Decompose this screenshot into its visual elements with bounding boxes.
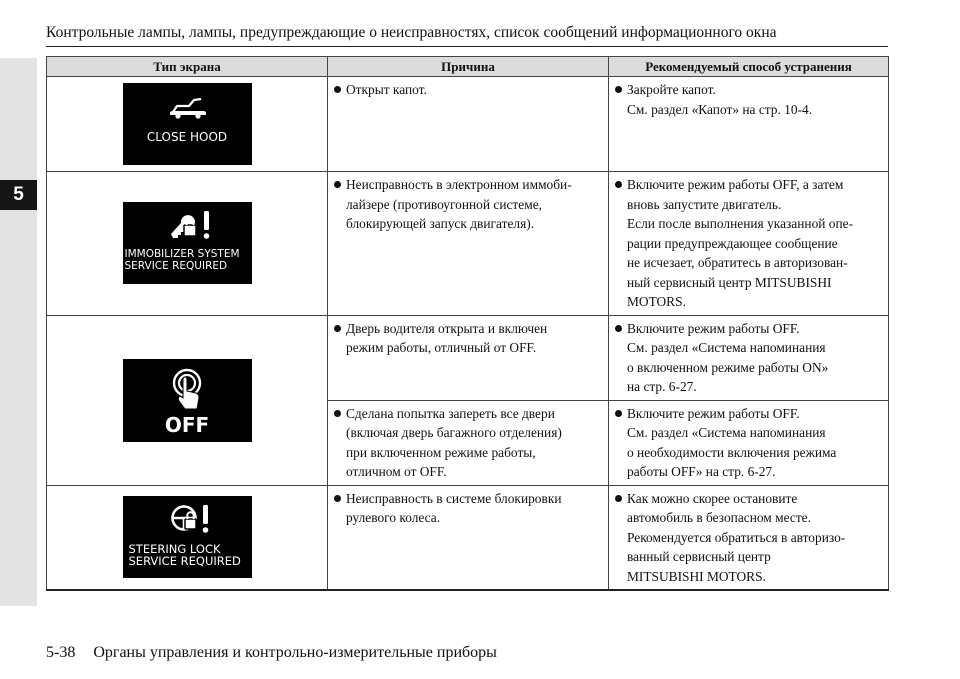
cause-cell [328, 485, 609, 590]
cause-cell [328, 400, 609, 485]
remedy-cell [609, 485, 889, 590]
screen-cell [47, 172, 328, 316]
cause-cell [328, 77, 609, 172]
remedy-cell [609, 172, 889, 316]
touch-power-button-icon [171, 368, 205, 412]
page-footer [46, 644, 515, 662]
remedy-text: Включите режим работы OFF. См. раздел «Система напоминания о необходимости включения режима работы OFF» на стр. 6-27. [627, 405, 837, 479]
off-display [123, 359, 252, 442]
running-head: Контрольные лампы, лампы, предупреждающие о неисправностях, список сообщений информационного окна [46, 24, 777, 41]
page-number: 5-38 [46, 644, 76, 661]
cause-cell [328, 172, 609, 316]
bullet-icon [615, 181, 622, 188]
column-header-cause: Причина [328, 57, 609, 77]
cause-text: Открыт капот. [346, 82, 427, 97]
cause-text: Неисправность в электронном иммоби- лайзере (противоугонной системе, блокирующей запуск двигателя). [346, 177, 572, 231]
screen-message: CLOSE HOOD [146, 130, 228, 144]
close-hood-display [123, 83, 252, 165]
table-row [47, 77, 889, 172]
bullet-icon [615, 495, 622, 502]
column-header-remedy: Рекомендуемый способ устранения [609, 57, 889, 77]
car-hood-open-icon [167, 97, 209, 119]
remedy-text: Закройте капот. См. раздел «Капот» на стр. 10-4. [627, 82, 813, 117]
screen-cell [47, 315, 328, 485]
bullet-icon [615, 86, 622, 93]
screen-message: OFF [164, 412, 210, 437]
chapter-number-badge: 5 [0, 180, 37, 210]
cause-text: Сделана попытка запереть все двери (включая дверь багажного отделения) при включенном режиме работы, отличном от OFF. [346, 405, 562, 479]
bullet-icon [334, 410, 341, 417]
remedy-cell [609, 315, 889, 400]
screen-cell [47, 485, 328, 590]
remedy-text: Включите режим работы OFF. См. раздел «Система напоминания о включенном режиме работы ON» на стр. 6-27. [627, 320, 829, 394]
cause-cell [328, 315, 609, 400]
screen-message: IMMOBILIZER SYSTEM SERVICE REQUIRED [124, 248, 240, 272]
table-row [47, 485, 889, 590]
table-header-row [47, 57, 889, 77]
cause-text: Дверь водителя открыта и включен режим работы, отличный от OFF. [346, 320, 548, 355]
key-lock-warning-icon [167, 210, 215, 240]
steering-lock-display [123, 496, 252, 578]
chapter-side-tab [0, 58, 37, 606]
section-title: Органы управления и контрольно-измерительные приборы [93, 644, 497, 661]
bullet-icon [615, 410, 622, 417]
screen-message: STEERING LOCK SERVICE REQUIRED [128, 542, 241, 569]
immobilizer-display [123, 202, 252, 284]
bullet-icon [334, 495, 341, 502]
header-rule [46, 46, 888, 47]
bullet-icon [615, 325, 622, 332]
column-header-screen: Тип экрана [47, 57, 328, 77]
table-row [47, 172, 889, 316]
remedy-cell [609, 400, 889, 485]
bullet-icon [334, 181, 341, 188]
table-row [47, 315, 889, 400]
remedy-text: Включите режим работы OFF, а затем вновь запустите двигатель. Если после выполнения указанной опе- рации предупреждающее сообщение не исчезает, обратитесь в авторизован- ный сервисный центр MITSUBISHI MOTORS. [627, 177, 854, 309]
bullet-icon [334, 325, 341, 332]
bullet-icon [334, 86, 341, 93]
remedy-cell [609, 77, 889, 172]
screen-cell [47, 77, 328, 172]
cause-text: Неисправность в системе блокировки рулевого колеса. [346, 490, 562, 525]
steering-lock-warning-icon [169, 504, 213, 534]
message-table [46, 56, 889, 591]
remedy-text: Как можно скорее остановите автомобиль в безопасном месте. Рекомендуется обратиться в авторизо- ванный сервисный центр MITSUBISHI MOTORS. [627, 490, 846, 584]
